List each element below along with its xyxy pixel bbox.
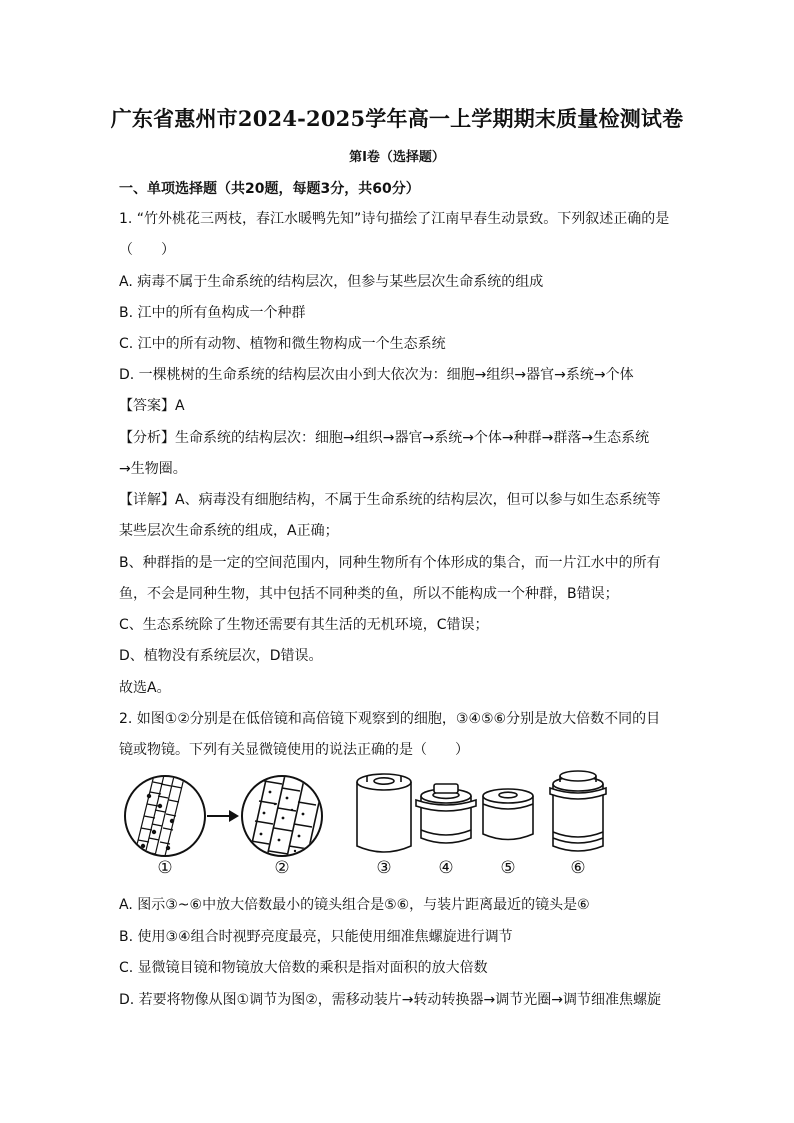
q1-analysis-line1: 【分析】生命系统的结构层次：细胞→组织→器官→系统→个体→种群→群落→生态系统 — [119, 430, 650, 446]
page-title: 广东省惠州市2024-2025学年高一上学期期末质量检测试卷 — [110, 106, 684, 131]
section-heading: 一、单项选择题（共20题，每题3分，共60分） — [119, 181, 420, 197]
figure-label-1: ① — [157, 858, 173, 878]
q1-option-a: A. 病毒不属于生命系统的结构层次，但参与某些层次生命系统的组成 — [119, 274, 544, 290]
q2-stem-line1: 2. 如图①②分别是在低倍镜和高倍镜下观察到的细胞，③④⑤⑥分别是放大倍数不同的目 — [119, 711, 661, 727]
q1-conclusion: 故选A。 — [119, 680, 171, 696]
q1-option-b: B. 江中的所有鱼构成一个种群 — [119, 305, 306, 321]
microscope-figure — [119, 766, 679, 884]
q2-option-a: A. 图示③~⑥中放大倍数最小的镜头组合是⑤⑥，与装片距离最近的镜头是⑥ — [119, 897, 590, 913]
figure-label-5: ⑤ — [500, 858, 516, 878]
q1-detail-line5: C、生态系统除了生物还需要有其生活的无机环境，C错误； — [119, 617, 489, 633]
q1-stem-line2: （ ） — [119, 242, 175, 258]
q2-option-b: B. 使用③④组合时视野亮度最亮，只能使用细准焦螺旋进行调节 — [119, 929, 513, 945]
lens-5 — [483, 789, 533, 840]
q1-stem-line1: 1. “竹外桃花三两枝，春江水暖鸭先知”诗句描绘了江南早春生动景致。下列叙述正确的是 — [119, 211, 670, 227]
q1-analysis-line2: →生物圈。 — [119, 461, 187, 477]
q2-option-d: D. 若要将物像从图①调节为图②，需移动装片→转动转换器→调节光圈→调节细准焦螺旋 — [119, 992, 661, 1008]
lens-6 — [550, 771, 606, 851]
q2-option-c: C. 显微镜目镜和物镜放大倍数的乘积是指对面积的放大倍数 — [119, 960, 488, 976]
q1-option-d: D. 一棵桃树的生命系统的结构层次由小到大依次为：细胞→组织→器官→系统→个体 — [119, 367, 634, 383]
q1-answer: 【答案】A — [119, 398, 185, 414]
figure-label-6: ⑥ — [570, 858, 586, 878]
q1-detail-line6: D、植物没有系统层次，D错误。 — [119, 648, 323, 664]
low-power-view — [125, 771, 205, 864]
lens-4 — [416, 784, 476, 843]
q1-detail-line1: 【详解】A、病毒没有细胞结构，不属于生命系统的结构层次，但可以参与如生态系统等 — [119, 492, 661, 508]
q1-detail-line3: B、种群指的是一定的空间范围内，同种生物所有个体形成的集合，而一片江水中的所有 — [119, 555, 661, 571]
figure-label-4: ④ — [438, 858, 454, 878]
figure-label-3: ③ — [376, 858, 392, 878]
lens-3 — [357, 774, 411, 852]
transition-arrow — [207, 810, 239, 822]
high-power-view — [242, 766, 327, 866]
q1-option-c: C. 江中的所有动物、植物和微生物构成一个生态系统 — [119, 336, 446, 352]
q1-detail-line2: 某些层次生命系统的组成，A正确； — [119, 523, 339, 539]
q2-stem-line2: 镜或物镜。下列有关显微镜使用的说法正确的是（ ） — [119, 742, 469, 758]
q1-detail-line4: 鱼，不会是同种生物，其中包括不同种类的鱼，所以不能构成一个种群，B错误； — [119, 586, 619, 602]
volume-subtitle: 第Ⅰ卷（选择题） — [349, 150, 445, 165]
figure-label-2: ② — [274, 858, 290, 878]
